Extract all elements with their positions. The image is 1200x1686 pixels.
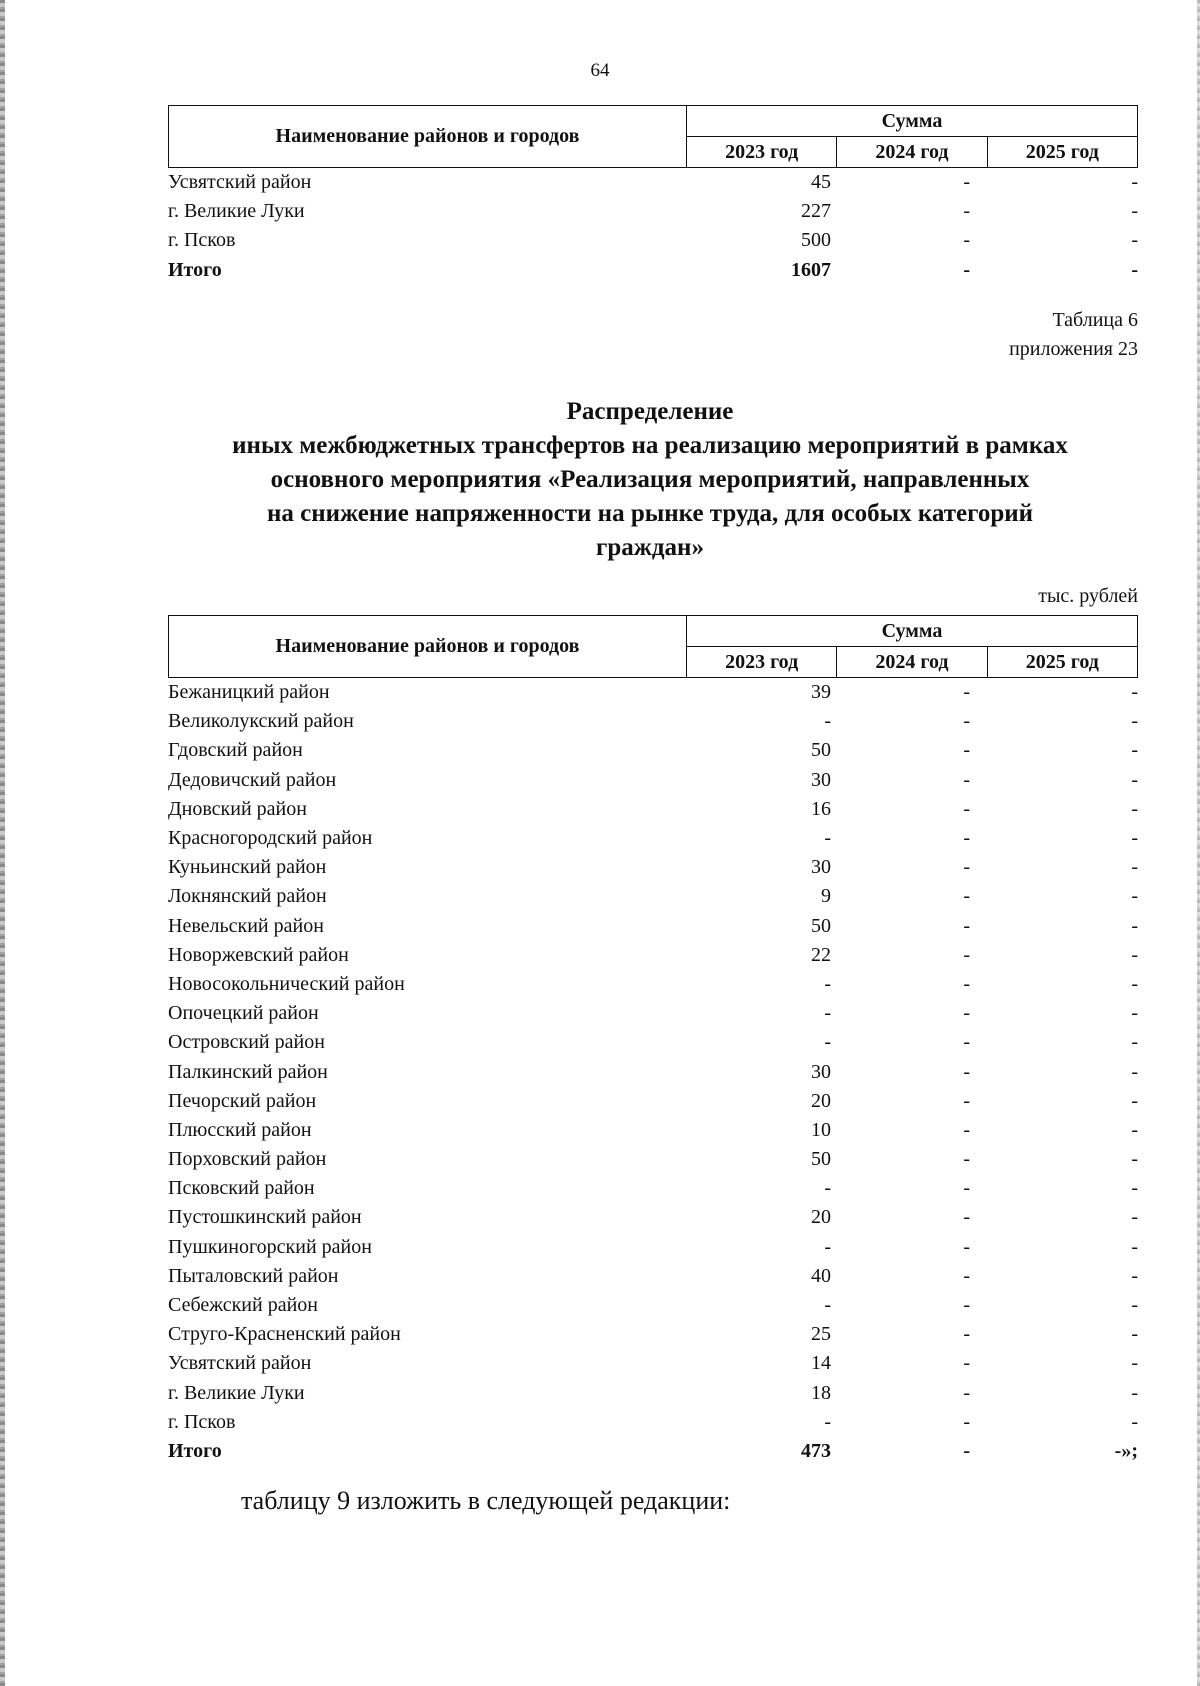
- cell-2024: -: [963, 1118, 970, 1141]
- cell-2025: -: [1131, 1002, 1138, 1025]
- scan-edge-left: [0, 0, 5, 1686]
- cell-2025: -: [1131, 200, 1138, 223]
- column-header-2025: 2025 год: [987, 137, 1137, 168]
- cell-2025: -: [1131, 856, 1138, 879]
- cell-2024: -: [963, 739, 970, 762]
- cell-2023: 16: [811, 797, 831, 820]
- cell-2024: -: [963, 200, 970, 223]
- cell-2023: 30: [811, 856, 831, 879]
- cell-2024: -: [963, 258, 970, 281]
- table-row: [168, 882, 1138, 911]
- cell-2023: 30: [811, 768, 831, 791]
- column-header-2024: 2024 год: [837, 647, 987, 678]
- table-row: [168, 1203, 1138, 1232]
- cell-name: Псковский район: [168, 1177, 315, 1200]
- table-row: [168, 168, 1138, 197]
- cell-2025: -: [1131, 739, 1138, 762]
- cell-name: Струго-Красненский район: [168, 1323, 401, 1346]
- cell-2025: -: [1131, 1060, 1138, 1083]
- cell-2023: 20: [811, 1089, 831, 1112]
- cell-name: Пушкиногорский район: [168, 1235, 372, 1258]
- cell-name: Гдовский район: [168, 739, 303, 762]
- cell-2024: -: [963, 1294, 970, 1317]
- cell-2023: 10: [811, 1118, 831, 1141]
- cell-name: Итого: [168, 1439, 222, 1462]
- cell-2023: -: [824, 710, 831, 733]
- table-row: [168, 197, 1138, 226]
- cell-name: Печорский район: [168, 1089, 317, 1112]
- cell-2023: 20: [811, 1206, 831, 1229]
- cell-2025: -: [1131, 943, 1138, 966]
- cell-2025: -: [1131, 1148, 1138, 1171]
- cell-2023: 14: [811, 1352, 831, 1375]
- cell-2023: 1607: [791, 258, 831, 281]
- cell-2023: -: [824, 1294, 831, 1317]
- cell-name: Плюсский район: [168, 1118, 312, 1141]
- cell-name: Красногородский район: [168, 827, 373, 850]
- cell-2024: -: [963, 885, 970, 908]
- table-row: [168, 1174, 1138, 1203]
- cell-2023: -: [824, 1177, 831, 1200]
- caption-appendix: приложения 23: [1009, 338, 1138, 360]
- cell-2023: 45: [811, 171, 831, 194]
- cell-2023: 40: [811, 1264, 831, 1287]
- cell-2025: -: [1131, 1089, 1138, 1112]
- cell-2023: 50: [811, 1148, 831, 1171]
- cell-2023: -: [824, 1031, 831, 1054]
- cell-2025: -: [1131, 1031, 1138, 1054]
- cell-2024: -: [963, 1002, 970, 1025]
- table-row: [168, 1057, 1138, 1086]
- cell-2024: -: [963, 1206, 970, 1229]
- column-header-2023: 2023 год: [687, 137, 837, 168]
- table-row: [168, 1379, 1138, 1408]
- cell-2024: -: [963, 1177, 970, 1200]
- cell-2024: -: [963, 1060, 970, 1083]
- table-row: [168, 1233, 1138, 1262]
- cell-2024: -: [963, 972, 970, 995]
- column-header-2024: 2024 год: [837, 137, 987, 168]
- instruction-text: таблицу 9 изложить в следующей редакции:: [241, 1486, 731, 1515]
- table-body: [168, 168, 1138, 285]
- cell-2024: -: [963, 827, 970, 850]
- cell-2025: -»;: [1114, 1439, 1138, 1462]
- cell-2023: 473: [801, 1439, 831, 1462]
- cell-2024: -: [963, 171, 970, 194]
- units-label: тыс. рублей: [1038, 585, 1138, 607]
- table-row: [168, 853, 1138, 882]
- cell-2025: -: [1131, 258, 1138, 281]
- cell-2025: -: [1131, 171, 1138, 194]
- cell-2023: 39: [811, 681, 831, 704]
- table-row: [168, 1028, 1138, 1057]
- cell-2024: -: [963, 943, 970, 966]
- table-continued: [168, 105, 1138, 285]
- cell-name: г. Псков: [168, 1410, 236, 1433]
- cell-2023: -: [824, 827, 831, 850]
- cell-2025: -: [1131, 885, 1138, 908]
- cell-2024: -: [963, 1381, 970, 1404]
- cell-name: Невельский район: [168, 914, 324, 937]
- cell-name: Дновский район: [168, 797, 307, 820]
- column-header-sum: Сумма: [687, 616, 1138, 647]
- column-header-name: Наименование районов и городов: [169, 106, 687, 168]
- column-header-name: Наименование районов и городов: [169, 616, 687, 678]
- table-row: [168, 1408, 1138, 1437]
- cell-2025: -: [1131, 1294, 1138, 1317]
- table-row: [168, 795, 1138, 824]
- table-row: [168, 1320, 1138, 1349]
- cell-2023: 227: [801, 200, 831, 223]
- cell-name: Порховский район: [168, 1148, 327, 1171]
- cell-2025: -: [1131, 768, 1138, 791]
- cell-2025: -: [1131, 1323, 1138, 1346]
- cell-2025: -: [1131, 1206, 1138, 1229]
- table-row: [168, 678, 1138, 707]
- cell-2023: -: [824, 1410, 831, 1433]
- cell-2024: -: [963, 1352, 970, 1375]
- cell-2023: -: [824, 1235, 831, 1258]
- cell-2023: 18: [811, 1381, 831, 1404]
- title-line: граждан»: [596, 534, 704, 561]
- cell-2025: -: [1131, 1118, 1138, 1141]
- cell-2023: 9: [821, 885, 831, 908]
- cell-2025: -: [1131, 229, 1138, 252]
- cell-2025: -: [1131, 1177, 1138, 1200]
- cell-name: Усвятский район: [168, 1352, 312, 1375]
- cell-2023: -: [824, 1002, 831, 1025]
- cell-2024: -: [963, 856, 970, 879]
- table-row: [168, 1349, 1138, 1378]
- title-line: основного мероприятия «Реализация мероприятий, направленных: [270, 466, 1030, 493]
- table-row: [168, 941, 1138, 970]
- table-row: [168, 1145, 1138, 1174]
- cell-2025: -: [1131, 827, 1138, 850]
- title-line: на снижение напряженности на рынке труда, для особых категорий: [266, 500, 1034, 527]
- cell-2024: -: [963, 1089, 970, 1112]
- table-row: [168, 824, 1138, 853]
- cell-name: г. Псков: [168, 229, 236, 252]
- cell-name: Новоржевский район: [168, 943, 349, 966]
- page-number: 64: [590, 60, 610, 81]
- cell-2024: -: [963, 229, 970, 252]
- table-row: [168, 226, 1138, 255]
- cell-2023: 50: [811, 739, 831, 762]
- table-body: [168, 678, 1138, 1466]
- table-row: [168, 912, 1138, 941]
- cell-name: Пыталовский район: [168, 1264, 339, 1287]
- cell-2023: 30: [811, 1060, 831, 1083]
- title-line: Распределение: [566, 398, 734, 425]
- cell-2025: -: [1131, 710, 1138, 733]
- table-row: [168, 1116, 1138, 1145]
- cell-2024: -: [963, 1439, 970, 1462]
- cell-2024: -: [963, 681, 970, 704]
- cell-name: Опочецкий район: [168, 1002, 319, 1025]
- cell-2025: -: [1131, 1381, 1138, 1404]
- cell-name: Палкинский район: [168, 1060, 328, 1083]
- cell-name: г. Великие Луки: [168, 200, 305, 223]
- total-row: [168, 1437, 1138, 1466]
- cell-2024: -: [963, 797, 970, 820]
- cell-2025: -: [1131, 972, 1138, 995]
- table-row: [168, 736, 1138, 765]
- cell-name: Бежаницкий район: [168, 681, 330, 704]
- cell-2024: -: [963, 1235, 970, 1258]
- cell-2023: -: [824, 972, 831, 995]
- cell-2024: -: [963, 1148, 970, 1171]
- column-header-2025: 2025 год: [987, 647, 1137, 678]
- cell-2023: 50: [811, 914, 831, 937]
- cell-2025: -: [1131, 914, 1138, 937]
- cell-name: Куньинский район: [168, 856, 327, 879]
- table-row: [168, 766, 1138, 795]
- cell-name: Новосокольнический район: [168, 972, 405, 995]
- cell-2024: -: [963, 710, 970, 733]
- cell-2025: -: [1131, 1235, 1138, 1258]
- document-title: [150, 395, 1150, 565]
- cell-2023: 500: [801, 229, 831, 252]
- cell-name: Пустошкинский район: [168, 1206, 362, 1229]
- cell-2024: -: [963, 1264, 970, 1287]
- table-header: [168, 105, 1138, 168]
- total-row: [168, 256, 1138, 285]
- cell-2025: -: [1131, 1352, 1138, 1375]
- table-row: [168, 999, 1138, 1028]
- cell-2025: -: [1131, 1410, 1138, 1433]
- cell-2023: 25: [811, 1323, 831, 1346]
- cell-name: Великолукский район: [168, 710, 354, 733]
- table-row: [168, 1291, 1138, 1320]
- table-header: [168, 615, 1138, 678]
- cell-2024: -: [963, 768, 970, 791]
- table-caption: [1009, 306, 1138, 364]
- column-header-2023: 2023 год: [687, 647, 837, 678]
- table-row: [168, 970, 1138, 999]
- cell-2024: -: [963, 1031, 970, 1054]
- cell-2025: -: [1131, 1264, 1138, 1287]
- cell-2024: -: [963, 914, 970, 937]
- column-header-sum: Сумма: [687, 106, 1138, 137]
- cell-2025: -: [1131, 681, 1138, 704]
- cell-2025: -: [1131, 797, 1138, 820]
- cell-2024: -: [963, 1410, 970, 1433]
- table-row: [168, 1262, 1138, 1291]
- table-row: [168, 707, 1138, 736]
- table-row: [168, 1087, 1138, 1116]
- caption-table-number: Таблица 6: [1052, 309, 1138, 331]
- cell-name: Дедовичский район: [168, 768, 337, 791]
- cell-name: Усвятский район: [168, 171, 312, 194]
- title-line: иных межбюджетных трансфертов на реализацию мероприятий в рамках: [232, 432, 1068, 459]
- cell-name: Островский район: [168, 1031, 325, 1054]
- cell-2023: 22: [811, 943, 831, 966]
- table-main: [168, 615, 1138, 1466]
- cell-name: Итого: [168, 258, 222, 281]
- cell-name: г. Великие Луки: [168, 1381, 305, 1404]
- cell-name: Локнянский район: [168, 885, 327, 908]
- cell-2024: -: [963, 1323, 970, 1346]
- cell-name: Себежский район: [168, 1294, 318, 1317]
